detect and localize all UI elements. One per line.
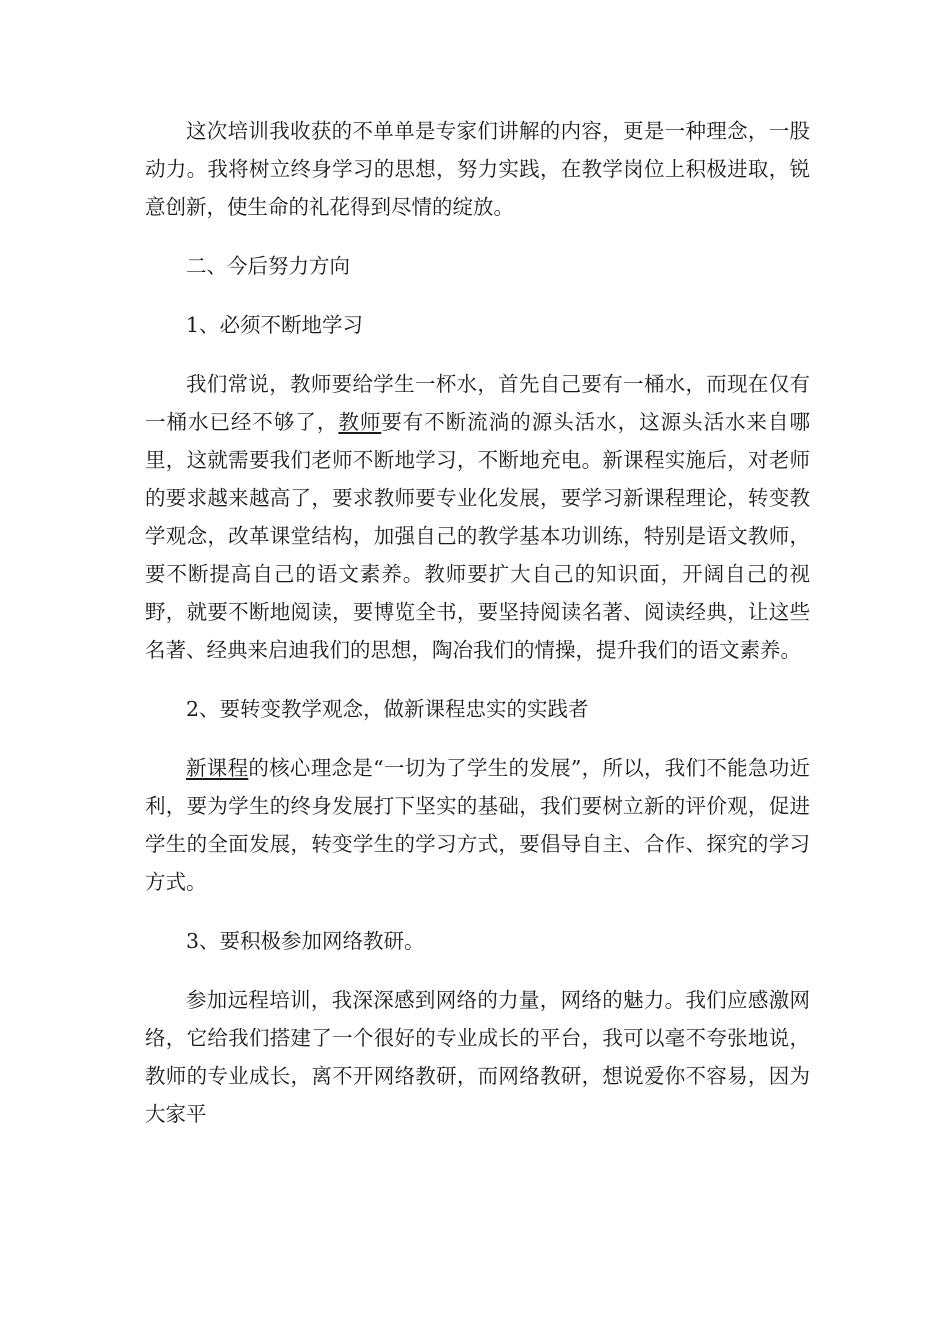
- paragraph-text: 要有不断流淌的源头活水，这源头活水来自哪里，这就需要我们老师不断地学习，不断地充电。新课程实施后，对老师的要求越来越高了，要求教师要专业化发展，要学习新课程理论，转变教学观念，改革课堂结构，加强自己的教学基本功训练，特别是语文教师，要不断提高自己的语文素养。教师要扩大自己的知识面，开阔自己的视野，就要不断地阅读，要博览全书，要坚持阅读名著、阅读经典，让这些名著、经典来启迪我们的思想，陶冶我们的情操，提升我们的语文素养。: [145, 410, 811, 662]
- paragraph-text: 的核心理念是“一切为了学生的发展”，所以，我们不能急功近利，要为学生的终身发展打下坚实的基础，我们要树立新的评价观，促进学生的全面发展，转变学生的学习方式，要倡导自主、合作、探究的学习方式。: [145, 756, 810, 894]
- new-curriculum-link[interactable]: 新课程: [186, 756, 249, 780]
- section-heading-future-direction: 二、今后努力方向: [186, 254, 350, 278]
- paragraph-online-research: 参加远程培训，我深深感到网络的力量，网络的魅力。我们应感激网络，它给我们搭建了一个很好的专业成长的平台，我可以毫不夸张地说，教师的专业成长，离不开网络教研，而网络教研，想说爱你不容易，因为大家平: [145, 988, 810, 1126]
- paragraph-new-curriculum: [145, 749, 810, 901]
- item-heading-online-research: 3、要积极参加网络教研。: [186, 929, 425, 953]
- paragraph-keep-learning: [145, 365, 810, 669]
- document-page: [145, 112, 810, 1154]
- paragraph-training-gains: 这次培训我收获的不单单是专家们讲解的内容，更是一种理念，一股动力。我将树立终身学习的思想，努力实践，在教学岗位上积极进取，锐意创新，使生命的礼花得到尽情的绽放。: [145, 119, 810, 219]
- item-heading-keep-learning: 1、必须不断地学习: [186, 313, 364, 337]
- item-heading-change-concepts: 2、要转变教学观念，做新课程忠实的实践者: [186, 697, 589, 721]
- paragraph-text: 我们常说，教师要给学生一杯水，首先自己要有一桶水，而现在仅有一桶水已经不够了，: [145, 372, 810, 434]
- teacher-link[interactable]: 教师: [338, 410, 382, 434]
